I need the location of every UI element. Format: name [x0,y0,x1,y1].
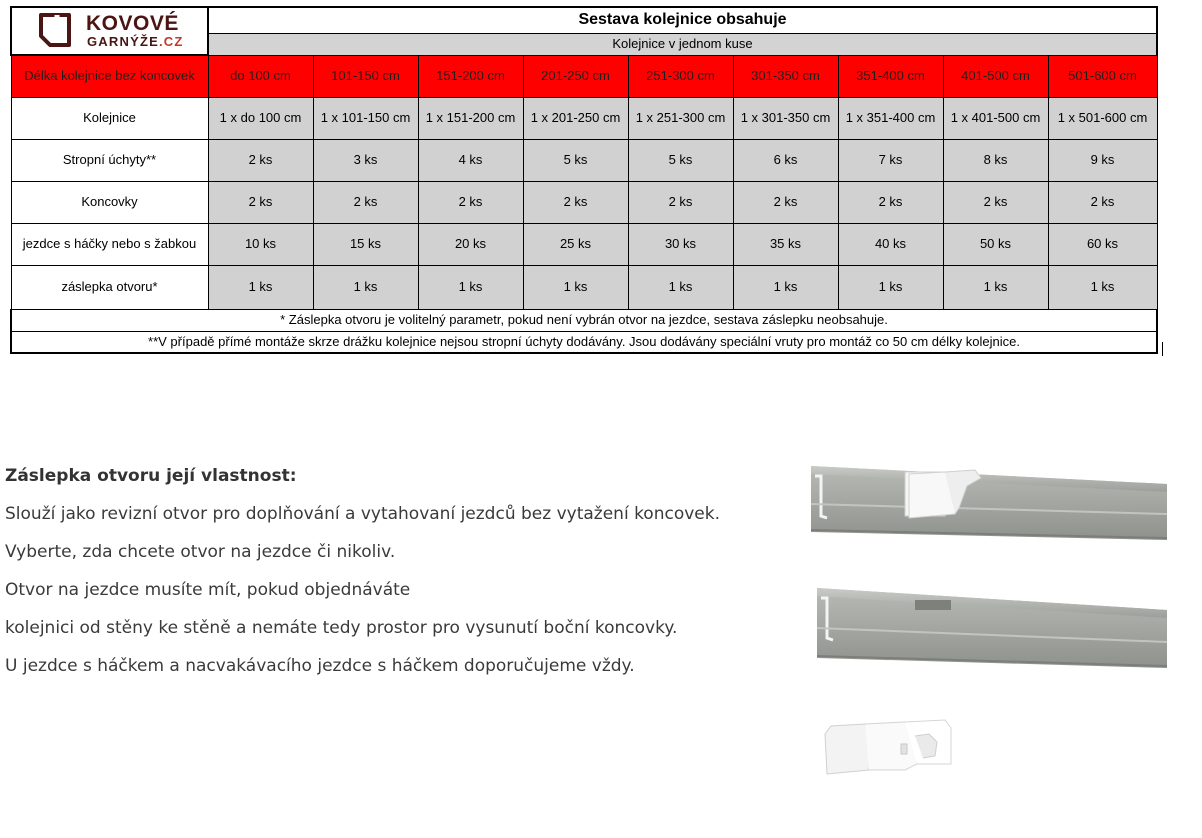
row-label: jezdce s háčky nebo s žabkou [11,223,208,265]
table-cell: 5 ks [628,139,733,181]
table-cell: 2 ks [208,139,313,181]
length-header-cell: 201-250 cm [523,55,628,97]
table-cell: 1 x 301-350 cm [733,97,838,139]
length-header-cell: 101-150 cm [313,55,418,97]
table-cell: 15 ks [313,223,418,265]
table-cell: 1 x 501-600 cm [1048,97,1157,139]
table-cell: 40 ks [838,223,943,265]
table-row-rail [11,97,1157,139]
table-cell: 1 ks [313,265,418,309]
table-cell: 1 x 251-300 cm [628,97,733,139]
table-cell: 1 x 401-500 cm [943,97,1048,139]
text-cursor [1162,342,1163,356]
logo-mark-icon [38,12,72,48]
table-cell: 1 x do 100 cm [208,97,313,139]
logo-brand-line2: GARNÝŽE.CZ [87,34,184,49]
hole-cover-piece-photo [825,720,951,774]
table-cell: 2 ks [838,181,943,223]
table-title: Sestava kolejnice obsahuje [208,7,1157,33]
table-cell: 1 ks [523,265,628,309]
rail-with-opening-photo [817,588,1167,668]
table-cell: 35 ks [733,223,838,265]
row-label: Koncovky [11,181,208,223]
table-cell: 4 ks [418,139,523,181]
table-cell: 1 ks [943,265,1048,309]
table-cell: 2 ks [418,181,523,223]
section-heading: Záslepka otvoru její vlastnost: [5,466,297,486]
length-header-cell: do 100 cm [208,55,313,97]
table-row-ceiling-brackets [11,139,1157,181]
table-cell: 2 ks [628,181,733,223]
table-cell: 60 ks [1048,223,1157,265]
table-cell: 2 ks [943,181,1048,223]
row-label: Kolejnice [11,97,208,139]
table-row-hole-cover [11,265,1157,309]
table-cell: 6 ks [733,139,838,181]
description-line: Otvor na jezdce musíte mít, pokud objednáváte [5,580,411,600]
row-label: záslepka otvoru* [11,265,208,309]
table-cell: 8 ks [943,139,1048,181]
length-header-cell: 301-350 cm [733,55,838,97]
row-label: Stropní úchyty** [11,139,208,181]
table-cell: 2 ks [733,181,838,223]
table-cell: 3 ks [313,139,418,181]
table-cell: 1 ks [418,265,523,309]
logo-tld: .CZ [158,34,184,49]
length-header-cell: 501-600 cm [1048,55,1157,97]
table-cell: 1 ks [208,265,313,309]
logo-brand-line1: KOVOVÉ [86,12,179,35]
length-header-cell: 401-500 cm [943,55,1048,97]
table-subtitle: Kolejnice v jednom kuse [208,33,1157,55]
description-line: kolejnici od stěny ke stěně a nemáte tedy prostor pro vysunutí boční koncovky. [5,618,678,638]
description-line: Slouží jako revizní otvor pro doplňování a vytahovaní jezdců bez vytažení koncovek. [5,504,720,524]
length-header-cell: 351-400 cm [838,55,943,97]
table-cell: 2 ks [523,181,628,223]
table-cell: 7 ks [838,139,943,181]
length-header-label: Délka kolejnice bez koncovek [11,55,208,97]
table-cell: 2 ks [208,181,313,223]
length-header-row [11,55,1157,97]
table-cell: 9 ks [1048,139,1157,181]
table-cell: 2 ks [313,181,418,223]
description-line: Vyberte, zda chcete otvor na jezdce či nikoliv. [5,542,396,562]
product-photos [805,452,1170,792]
table-cell: 2 ks [1048,181,1157,223]
table-cell: 50 ks [943,223,1048,265]
table-footnote-1: * Záslepka otvoru je volitelný parametr, pokud není vybrán otvor na jezdce, sestava záslepku neobsahuje. [11,309,1157,331]
table-cell: 25 ks [523,223,628,265]
length-header-cell: 151-200 cm [418,55,523,97]
table-cell: 5 ks [523,139,628,181]
rail-with-cover-photo [811,466,1167,540]
table-cell: 1 ks [733,265,838,309]
table-cell: 1 x 151-200 cm [418,97,523,139]
product-photos-drawing [805,452,1170,792]
table-cell: 30 ks [628,223,733,265]
table-row-runners [11,223,1157,265]
table-cell: 1 x 351-400 cm [838,97,943,139]
logo-cell [11,7,208,55]
description-line: U jezdce s háčkem a nacvakávacího jezdce s háčkem doporučujeme vždy. [5,656,635,676]
table-row-end-caps [11,181,1157,223]
hole-cover-description [5,462,765,690]
kit-contents-table [10,6,1158,354]
length-header-cell: 251-300 cm [628,55,733,97]
brand-logo [12,8,207,54]
table-cell: 1 ks [628,265,733,309]
table-cell: 1 x 201-250 cm [523,97,628,139]
table-cell: 1 ks [1048,265,1157,309]
table-cell: 1 x 101-150 cm [313,97,418,139]
table-footnote-2: **V případě přímé montáže skrze drážku kolejnice nejsou stropní úchyty dodávány. Jsou dodávány speciální vruty pro montáž co 50 cm délky kolejnice. [11,331,1157,353]
table-cell: 1 ks [838,265,943,309]
table-cell: 10 ks [208,223,313,265]
table-cell: 20 ks [418,223,523,265]
